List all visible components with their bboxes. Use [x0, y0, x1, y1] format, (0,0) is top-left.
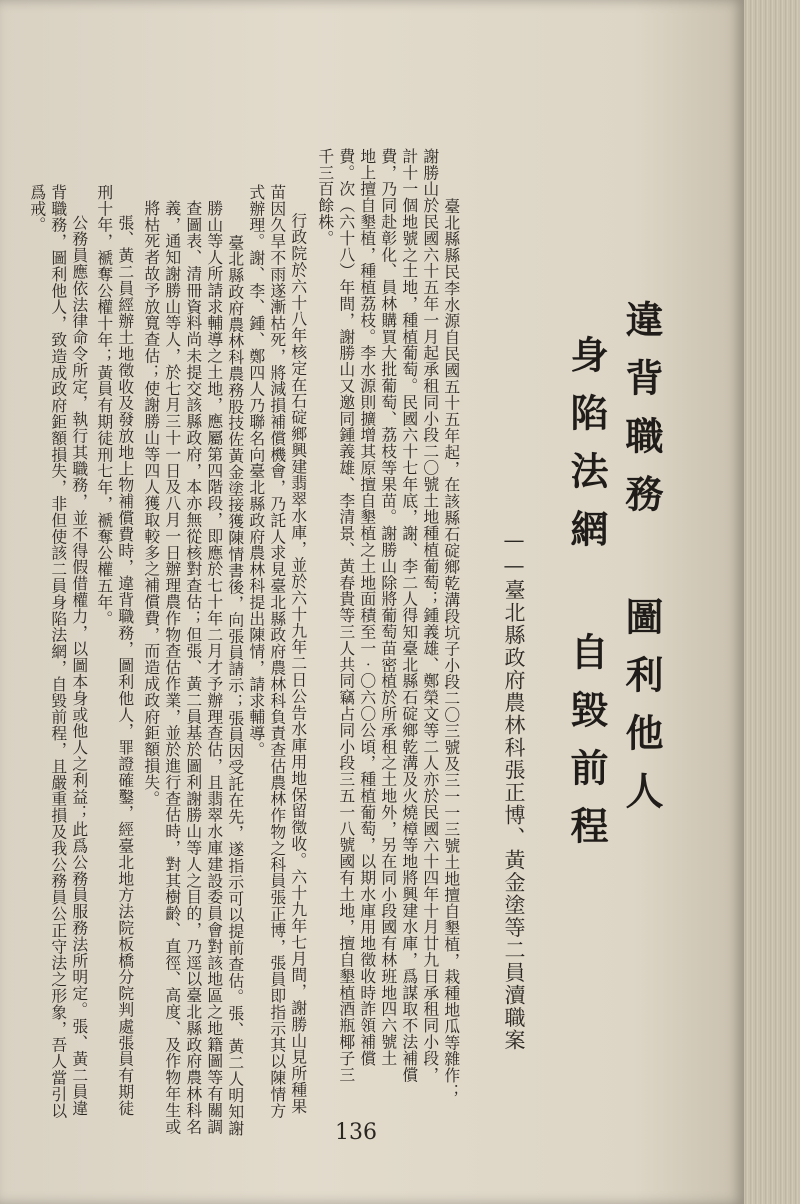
- body-column: 費。次（六十八）年間，謝勝山又邀同鍾義雄、李清景、黃春貴等三人共同竊占同小段三五一八號國有土地，擅自墾植酒瓶椰子三: [336, 148, 356, 1083]
- page-number: 136: [335, 1120, 377, 1145]
- body-column: 計十一個地號之土地，種植葡萄。民國六十七年底，謝、李二人得知臺北縣石碇鄉乾溝及火燒樟等地將興建水庫，爲謀取不法補償: [399, 148, 419, 1083]
- page-stack-edge: [744, 0, 800, 1204]
- body-column: 苗因久旱不雨遂漸枯死，將減損補償機會，乃託人求見臺北縣政府農林科負責查估農林作物之科員張正博，張員即指示其以陳情方: [267, 184, 287, 1119]
- body-column: 謝勝山於民國六十五年一月起承租同小段二〇號土地種植葡萄；鍾義雄、鄭榮文等二人亦於民國六十四年十月廿九日承租同小段，: [420, 148, 440, 1083]
- body-column: 張、黃二員經辦土地徵收及發放地上物補償費時，違背職務，圖利他人，罪證確鑿，經臺北地方法院板橋分院判處張員有期徒: [115, 198, 135, 1117]
- body-column: 刑十年，褫奪公權十年；黃員有期徒刑七年，褫奪公權五年。: [94, 184, 114, 627]
- body-column: 勝山等人所請求輔導之土地，應屬第四階段，即應於七十年二月才予辦理查估，且翡翠水庫建設委員會對該地區之地籍圖等有關調: [204, 200, 224, 1135]
- body-column: 義，通知謝勝山等人，於七月三十一日及八月一日辦理農作物查估作業，並於進行查估時，對其樹齡、直徑、高度、及作物年生或: [162, 200, 182, 1135]
- article-title-line-2: 身陷法網 自毀前程: [564, 335, 609, 864]
- body-column: 臺北縣政府農林科農務股技佐黃金塗接獲陳情書後，向張員請示；張員因受託在先，遂指示可以提前查估。張、黃二人明知謝: [225, 218, 245, 1137]
- article-title-line-1: 違背職務 圖利他人: [619, 300, 664, 829]
- article-byline: ——臺北縣政府農林科張正博、黃金塗等二員瀆職案: [502, 528, 526, 1052]
- body-column: 查圖表、清冊資料尚未提交該縣政府，本亦無從核對查估；但張、黃二員基於圖利謝勝山等人之目的，乃逕以臺北縣政府農林科名: [183, 200, 203, 1135]
- body-column: 臺北縣縣民李水源自民國五十五年起，在該縣石碇鄉乾溝段坑子小段二〇三號及三一一三號土地擅自墾植，栽種地瓜等雜作；: [441, 198, 461, 1100]
- body-column: 費，乃同赴彰化、員林購買大批葡萄、荔枝等果苗。謝勝山除將葡萄苗密植於所承租之土地外，另在同小段國有林班地四六號土: [378, 148, 398, 1067]
- body-column: 行政院於六十八年核定在石碇鄉興建翡翠水庫，並於六十九年二日公告水庫用地保留徵收。六十九年七月間，謝勝山見所種果: [288, 196, 308, 1115]
- body-column: 將枯死者故予放寬查估；使謝勝山等四人獲取較多之補償費，而造成政府鉅額損失。: [141, 200, 161, 807]
- body-column: 千三百餘株。: [315, 148, 335, 247]
- body-column: 爲戒。: [27, 184, 47, 234]
- body-column: 公務員應依法律命令所定，執行其職務，並不得假借權力，以圖本身或他人之利益；此爲公務員服務法所明定。張、黃二員違: [69, 198, 89, 1117]
- body-column: 背職務，圖利他人，致造成政府鉅額損失，非但使該二員身陷法網，自毀前程，且嚴重損及我公務員公正守法之形象，吾人當引以: [48, 184, 68, 1119]
- body-column: 地上擅自墾植，種植荔枝。李水源則擴增其原擅自墾植之土地面積至一‧〇六〇公頃，種植葡萄，以期水庫用地徵收時詐領補償: [357, 148, 377, 1067]
- body-column: 式辦理。謝、李、鍾、鄭四人乃聯名向臺北縣政府農林科提出陳情，請求輔導。: [246, 184, 266, 758]
